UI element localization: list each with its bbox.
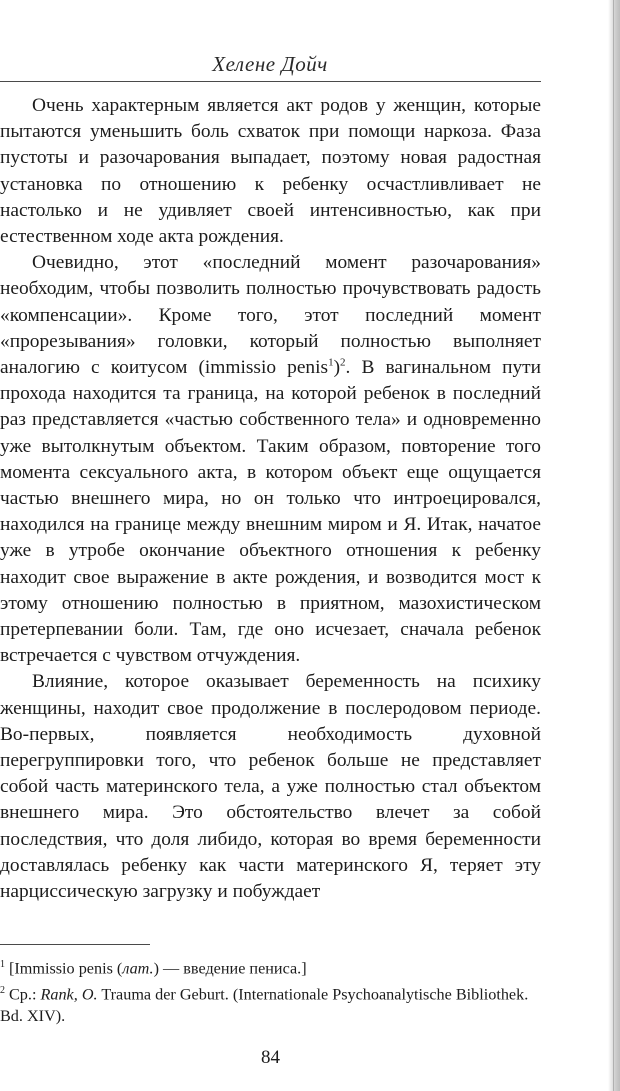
footnote-ref-2: 2 (340, 356, 346, 369)
paragraph-2-start: Очевидно, этот «последний момент разочарования» необходим, чтобы позволить полностью прочувствовать радость «компенсации». Кроме того, этот последний момент «прорезывания» головки, который полностью выполняет аналогию с коитусом (immissio penis (0, 252, 541, 379)
body-text (0, 93, 541, 905)
running-head: Хелене Дойч (212, 52, 328, 76)
footnote-1-text-end: ) — введение пениса.] (153, 959, 307, 978)
paragraph-3: Влияние, которое оказывает беременность на психику женщины, находит свое продолжение в послеродовом периоде. Во-первых, появляется необходимость духовной перегруппировки того, что ребенок больше не представляет собой часть материнского тела, а уже полностью стал объектом внешнего мира. Это обстоятельство влечет за собой последствия, что доля либидо, которая во время беременности доставлялась ребенку как части материнского Я, теряет эту нарциссическую загрузку и побуждает (0, 671, 541, 903)
footnote-2-text-start: Ср.: (9, 985, 41, 1004)
page-number: 84 (261, 1047, 280, 1068)
paragraph-2-rest: . В вагинальном пути прохода находится та граница, на которой ребенок в последний раз представляется «частью собственного тела» и одновременно уже вытолкнутым объектом. Таким образом, повторение того момента сексуального акта, в котором объект еще ощущается частью внешнего мира, но он только что интроецировался, находился на границе между внешним миром и Я. Итак, начатое уже в утробе окончание объектного отношения к ребенку находит свое выражение в акте рождения, и возводится мост к этому отношению полностью в приятном, мазохистическом претерпевании боли. Там, где оно исчезает, сначала ребенок встречается с чувством отчуждения. (0, 357, 541, 667)
footnote-rule (0, 944, 150, 945)
footnote-2 (0, 980, 541, 1027)
footnote-2-italic: Rank, O. (40, 985, 98, 1004)
footnote-1-text-start: [Immissio penis ( (9, 959, 123, 978)
paragraph-1: Очень характерным является акт родов у женщин, которые пытаются уменьшить боль схваток при помощи наркоза. Фаза пустоты и разочарования выпадает, поэтому новая радостная установка по отношению к ребенку осчастливливает не настолько и не удивляет своей интенсивностью, как при естественном ходе акта рождения. (0, 95, 541, 248)
header-rule (0, 81, 541, 82)
footnote-ref-1: 1 (328, 356, 334, 369)
footnote-2-text-end: Trauma der Geburt. (Internationale Psychoanalytische Bibliothek. Bd. XIV). (0, 985, 529, 1025)
footnote-1 (0, 954, 541, 980)
page-edge (608, 0, 620, 1091)
footnote-1-mark: 1 (0, 959, 5, 970)
footnotes (0, 954, 541, 1027)
footnote-1-italic: лат. (122, 959, 154, 978)
footnote-2-mark: 2 (0, 984, 5, 996)
page-edge-line (613, 0, 614, 1091)
paragraph-2-paren: ) (333, 357, 341, 379)
paragraph-2 (0, 250, 541, 669)
